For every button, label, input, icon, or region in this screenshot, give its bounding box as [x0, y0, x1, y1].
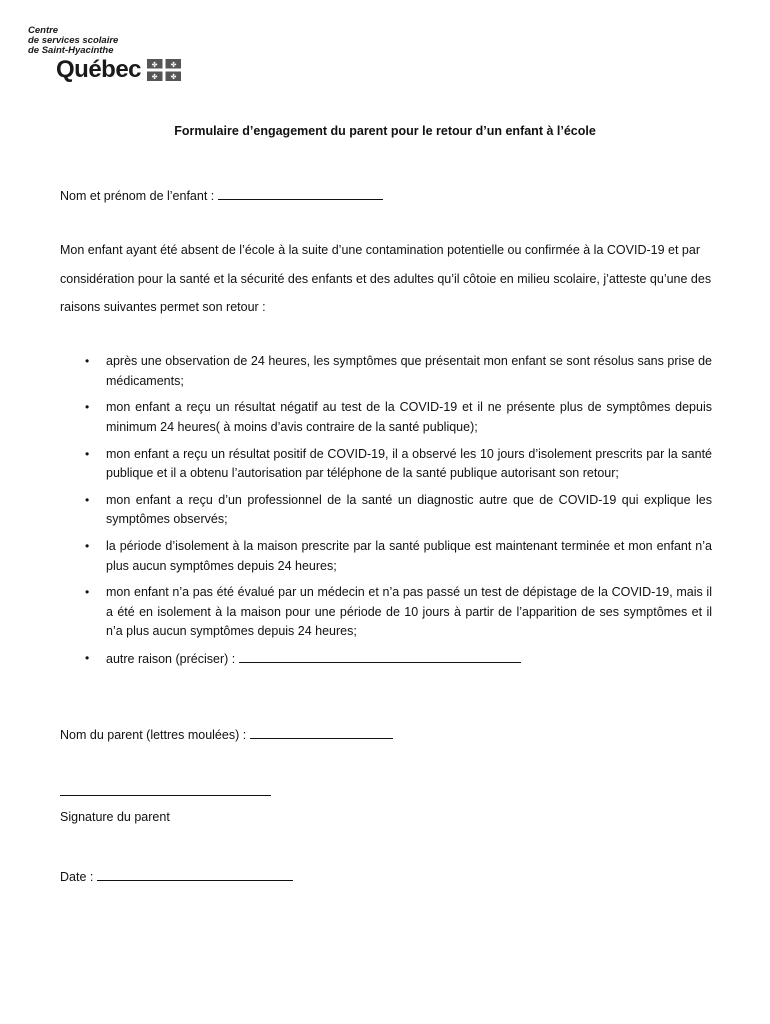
reason-item — [60, 537, 712, 576]
svg-text:✤: ✤ — [151, 73, 158, 81]
logo-quebec-wordmark: Québec — [56, 56, 142, 83]
svg-text:✤: ✤ — [170, 61, 177, 69]
reason-text: la période d’isolement à la maison prescrite par la santé publique est maintenant terminée et mon enfant n’a plus aucun symptômes depuis 24 heures; — [106, 539, 712, 573]
logo-org-line1: Centre — [28, 25, 59, 36]
date-field[interactable] — [97, 867, 293, 881]
svg-text:✤: ✤ — [151, 61, 158, 69]
logo-org-line2: de services scolaire — [28, 35, 119, 46]
bullet: • — [85, 585, 90, 600]
reason-text: mon enfant a reçu un résultat négatif au test de la COVID-19 et il ne présente plus de symptômes depuis minimum 24 heures( à moins d’avis contraire de la santé publique); — [106, 400, 712, 434]
reason-item — [60, 398, 712, 437]
reason-item-other — [60, 649, 712, 670]
logo-org-line3: de Saint-Hyacinthe — [28, 45, 114, 56]
reasons-list — [60, 352, 712, 677]
parent-name-label: Nom du parent (lettres moulées) : — [60, 728, 247, 742]
attestation-paragraph: Mon enfant ayant été absent de l’école à la suite d’une contamination potentielle ou confirmée à la COVID-19 et par considération pour la santé et la sécurité des enfants et des adultes qu’il côtoie en milieu scolaire, j’atteste qu’une des raisons suivantes permet son retour : — [60, 243, 712, 314]
organization-logo — [28, 26, 188, 84]
reason-text: après une observation de 24 heures, les symptômes que présentait mon enfant se sont résolus sans prise de médicaments; — [106, 354, 712, 388]
bullet: • — [85, 400, 90, 415]
quebec-flag-icon — [147, 59, 181, 81]
parent-name-field[interactable] — [250, 725, 393, 739]
signature-field[interactable] — [60, 795, 271, 796]
bullet: • — [85, 354, 90, 368]
reason-text: mon enfant a reçu d’un professionnel de la santé un diagnostic autre que de COVID-19 qui explique les symptômes observés; — [106, 492, 712, 527]
other-reason-field[interactable] — [239, 649, 521, 663]
form-title: Formulaire d’engagement du parent pour le retour d’un enfant à l’école — [174, 124, 596, 138]
child-name-label: Nom et prénom de l’enfant : — [60, 189, 215, 203]
reason-text: mon enfant n’a pas été évalué par un médecin et n’a pas passé un test de dépistage de la COVID-19, mais il a été en isolement à la maison pour une période de 10 jours à partir de l’apparition de ses symptômes et il n’a plus aucun symptômes depuis 24 heures; — [106, 585, 712, 639]
signature-label: Signature du parent — [60, 810, 170, 824]
logo-quebec-row — [56, 58, 181, 82]
reason-text: autre raison (préciser) : — [106, 652, 236, 667]
reason-item — [60, 491, 712, 530]
child-name-field[interactable] — [218, 186, 383, 200]
bullet: • — [85, 492, 90, 507]
date-label: Date : — [60, 870, 94, 884]
bullet: • — [85, 539, 90, 554]
reason-item — [60, 583, 712, 642]
parent-name-row — [60, 725, 393, 742]
bullet: • — [85, 446, 90, 461]
child-name-row — [60, 186, 383, 203]
date-row — [60, 867, 293, 884]
bullet: • — [85, 651, 90, 666]
svg-text:✤: ✤ — [170, 73, 177, 81]
reason-text: mon enfant a reçu un résultat positif de COVID-19, il a observé les 10 jours d’isolement prescrits par la santé publique et il a obtenu l’autorisation par téléphone de la santé publique autorisant son retour; — [106, 446, 712, 481]
reason-item — [60, 445, 712, 484]
reason-item — [60, 352, 712, 391]
